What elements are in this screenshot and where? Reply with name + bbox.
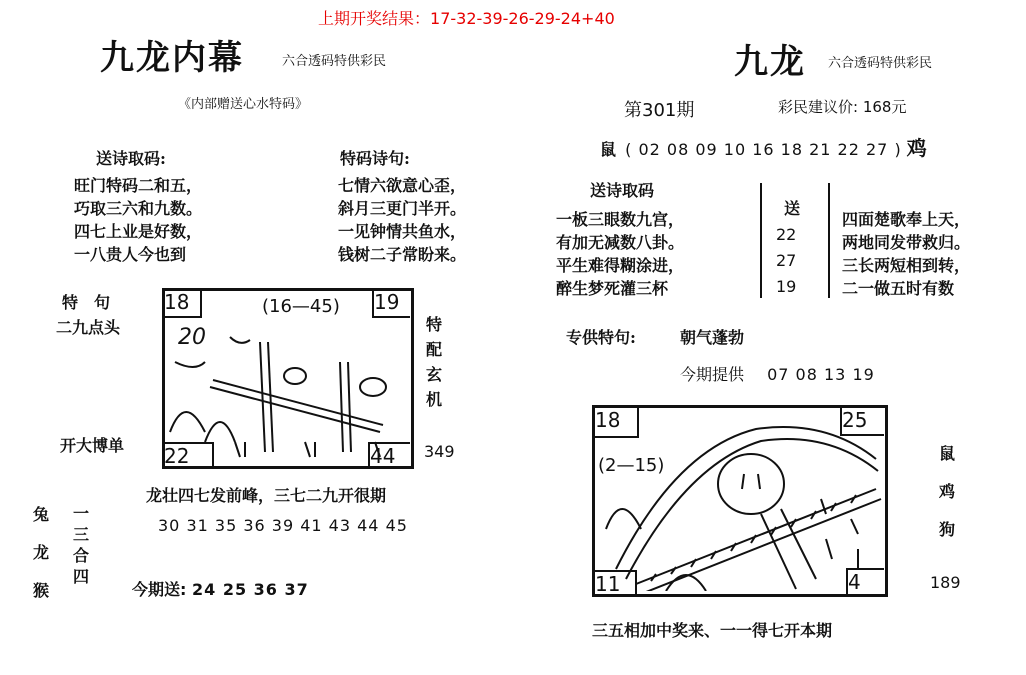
drawn-leaf [360,378,386,396]
right-rooster-label: 鸡 [906,136,927,160]
left-poem-a [74,174,202,266]
right-subtitle: 六合透码特供彩民 [828,56,933,71]
send-value: 27 [776,251,797,270]
drawn-grass [666,575,706,591]
right-poem-left [556,208,684,300]
left-today-numbers: 24 25 36 37 [191,580,309,599]
drawn-branch [210,387,380,432]
right-special-label: 专供特句: [566,328,636,347]
right-provide-numbers: 07 08 13 19 [767,365,875,384]
poem-line: 平生难得糊涂进， [556,256,685,275]
right-poem-right [842,208,970,300]
left-dragon-line: 龙壮四七发前峰，三七二九开很期 [146,486,387,505]
left-kai-label: 开大博单 [60,436,125,455]
right-right-number: 189 [930,573,961,592]
left-box-scribble: (16—45) [262,296,340,317]
drawn-eyes [742,474,760,489]
drawn-face [718,454,784,514]
drawn-squiggle [175,362,205,367]
poem-line: 七情六欲意心歪， [338,176,467,195]
zodiac-item: 鼠 [938,444,955,463]
right-zodiac-column [938,435,956,549]
right-send-header: 送 [784,199,801,218]
poem-line: 一板三眼数九宫， [556,210,685,229]
right-provide-label: 今期提供 [680,365,745,384]
right-issue: 第301期 [624,100,695,121]
poem-line: 二一做五时有数 [842,279,955,298]
right-rat-row [600,132,927,161]
left-vert-label: 特配玄机 [425,315,442,409]
last-draw-label: 上期开奖结果： [318,9,431,28]
right-rat-numbers: ( 02 08 09 10 16 18 21 22 27 ) [625,140,902,159]
right-title: 九龙 [734,42,806,82]
poem-line: 钱树二子常盼来。 [338,245,467,264]
drawn-squiggle [230,337,250,343]
right-rat-label: 鼠 [600,140,617,159]
left-box-corner-br: 44 [368,442,410,466]
left-yi-san-he-si: 一三合四 [72,504,89,586]
last-draw-numbers: 17-32-39-26-29-24+40 [430,9,615,28]
left-box-corner-bl: 22 [164,442,214,466]
zodiac-item: 狗 [938,520,955,539]
left-poem-b [338,174,466,266]
left-title: 九龙内幕 [100,38,244,78]
poem-line: 两地同发带救归。 [842,233,971,252]
left-box-drawing [165,292,407,462]
right-special-text: 朝气蓬勃 [680,328,745,347]
drawn-beam-marks [651,495,856,581]
left-today-label: 今期送: [132,580,187,599]
left-right-number: 349 [424,442,455,461]
drawn-arch [626,439,878,579]
poem-line: 四面楚歌奉上天， [842,210,971,229]
drawn-grass [205,422,235,442]
left-box-corner-tl: 18 [164,290,202,318]
left-dragon-numbers: 30 31 35 36 39 41 43 44 45 [158,516,408,535]
poem-line: 斜月三更门半开。 [338,199,467,218]
right-box-corner-br: 4 [846,568,884,594]
left-special-text: 二九点头 [56,318,121,337]
bamboo-stalk [348,362,351,452]
left-box-scribble-2: 20 [178,325,206,350]
bamboo-stalk [340,362,343,452]
send-value: 22 [776,225,797,244]
left-poem-a-header: 送诗取码: [96,149,166,168]
right-box-drawing [596,409,882,591]
send-value: 19 [776,277,797,296]
drawn-branch [213,380,383,425]
drawn-grass [170,412,205,432]
right-box-scribble: (2—15) [598,455,665,476]
left-gift-line: 《内部赠送心水特码》 [178,97,309,112]
right-box-corner-tr: 25 [840,408,884,436]
right-poem-header: 送诗取码 [590,181,655,200]
left-special-label: 特 句 [62,293,111,312]
right-box-corner-tl: 18 [595,408,639,438]
right-send-values [776,222,796,300]
poem-line: 巧取三六和九数。 [74,199,203,218]
poem-line: 一八贵人今也到 [74,245,187,264]
poem-line: 一见钟情共鱼水， [338,222,467,241]
left-poem-b-header: 特码诗句: [340,149,410,168]
drawn-grass [606,509,641,529]
right-bottom-line: 三五相加中奖来、一一得七开本期 [592,621,833,640]
left-subtitle: 六合透码特供彩民 [282,54,387,69]
zodiac-item: 鸡 [938,482,955,501]
left-zodiac-column: 兔龙猴 [32,505,49,600]
poem-line: 有加无减数八卦。 [556,233,685,252]
poem-line: 旺门特码二和五， [74,176,203,195]
right-box-corner-bl: 11 [595,570,637,594]
bamboo-stalk [260,342,265,452]
drawn-grass-marks [235,442,380,457]
last-draw-result [318,6,615,29]
drawn-body [761,509,816,589]
poem-line: 醉生梦死灌三杯 [556,279,669,298]
poem-line: 三长两短相到转， [842,256,971,275]
left-box-corner-tr: 19 [372,290,410,318]
bamboo-stalk [268,342,273,452]
drawn-leaf [284,368,306,384]
right-price: 彩民建议价: 168元 [778,98,907,116]
poem-line: 四七上业是好数， [74,222,203,241]
